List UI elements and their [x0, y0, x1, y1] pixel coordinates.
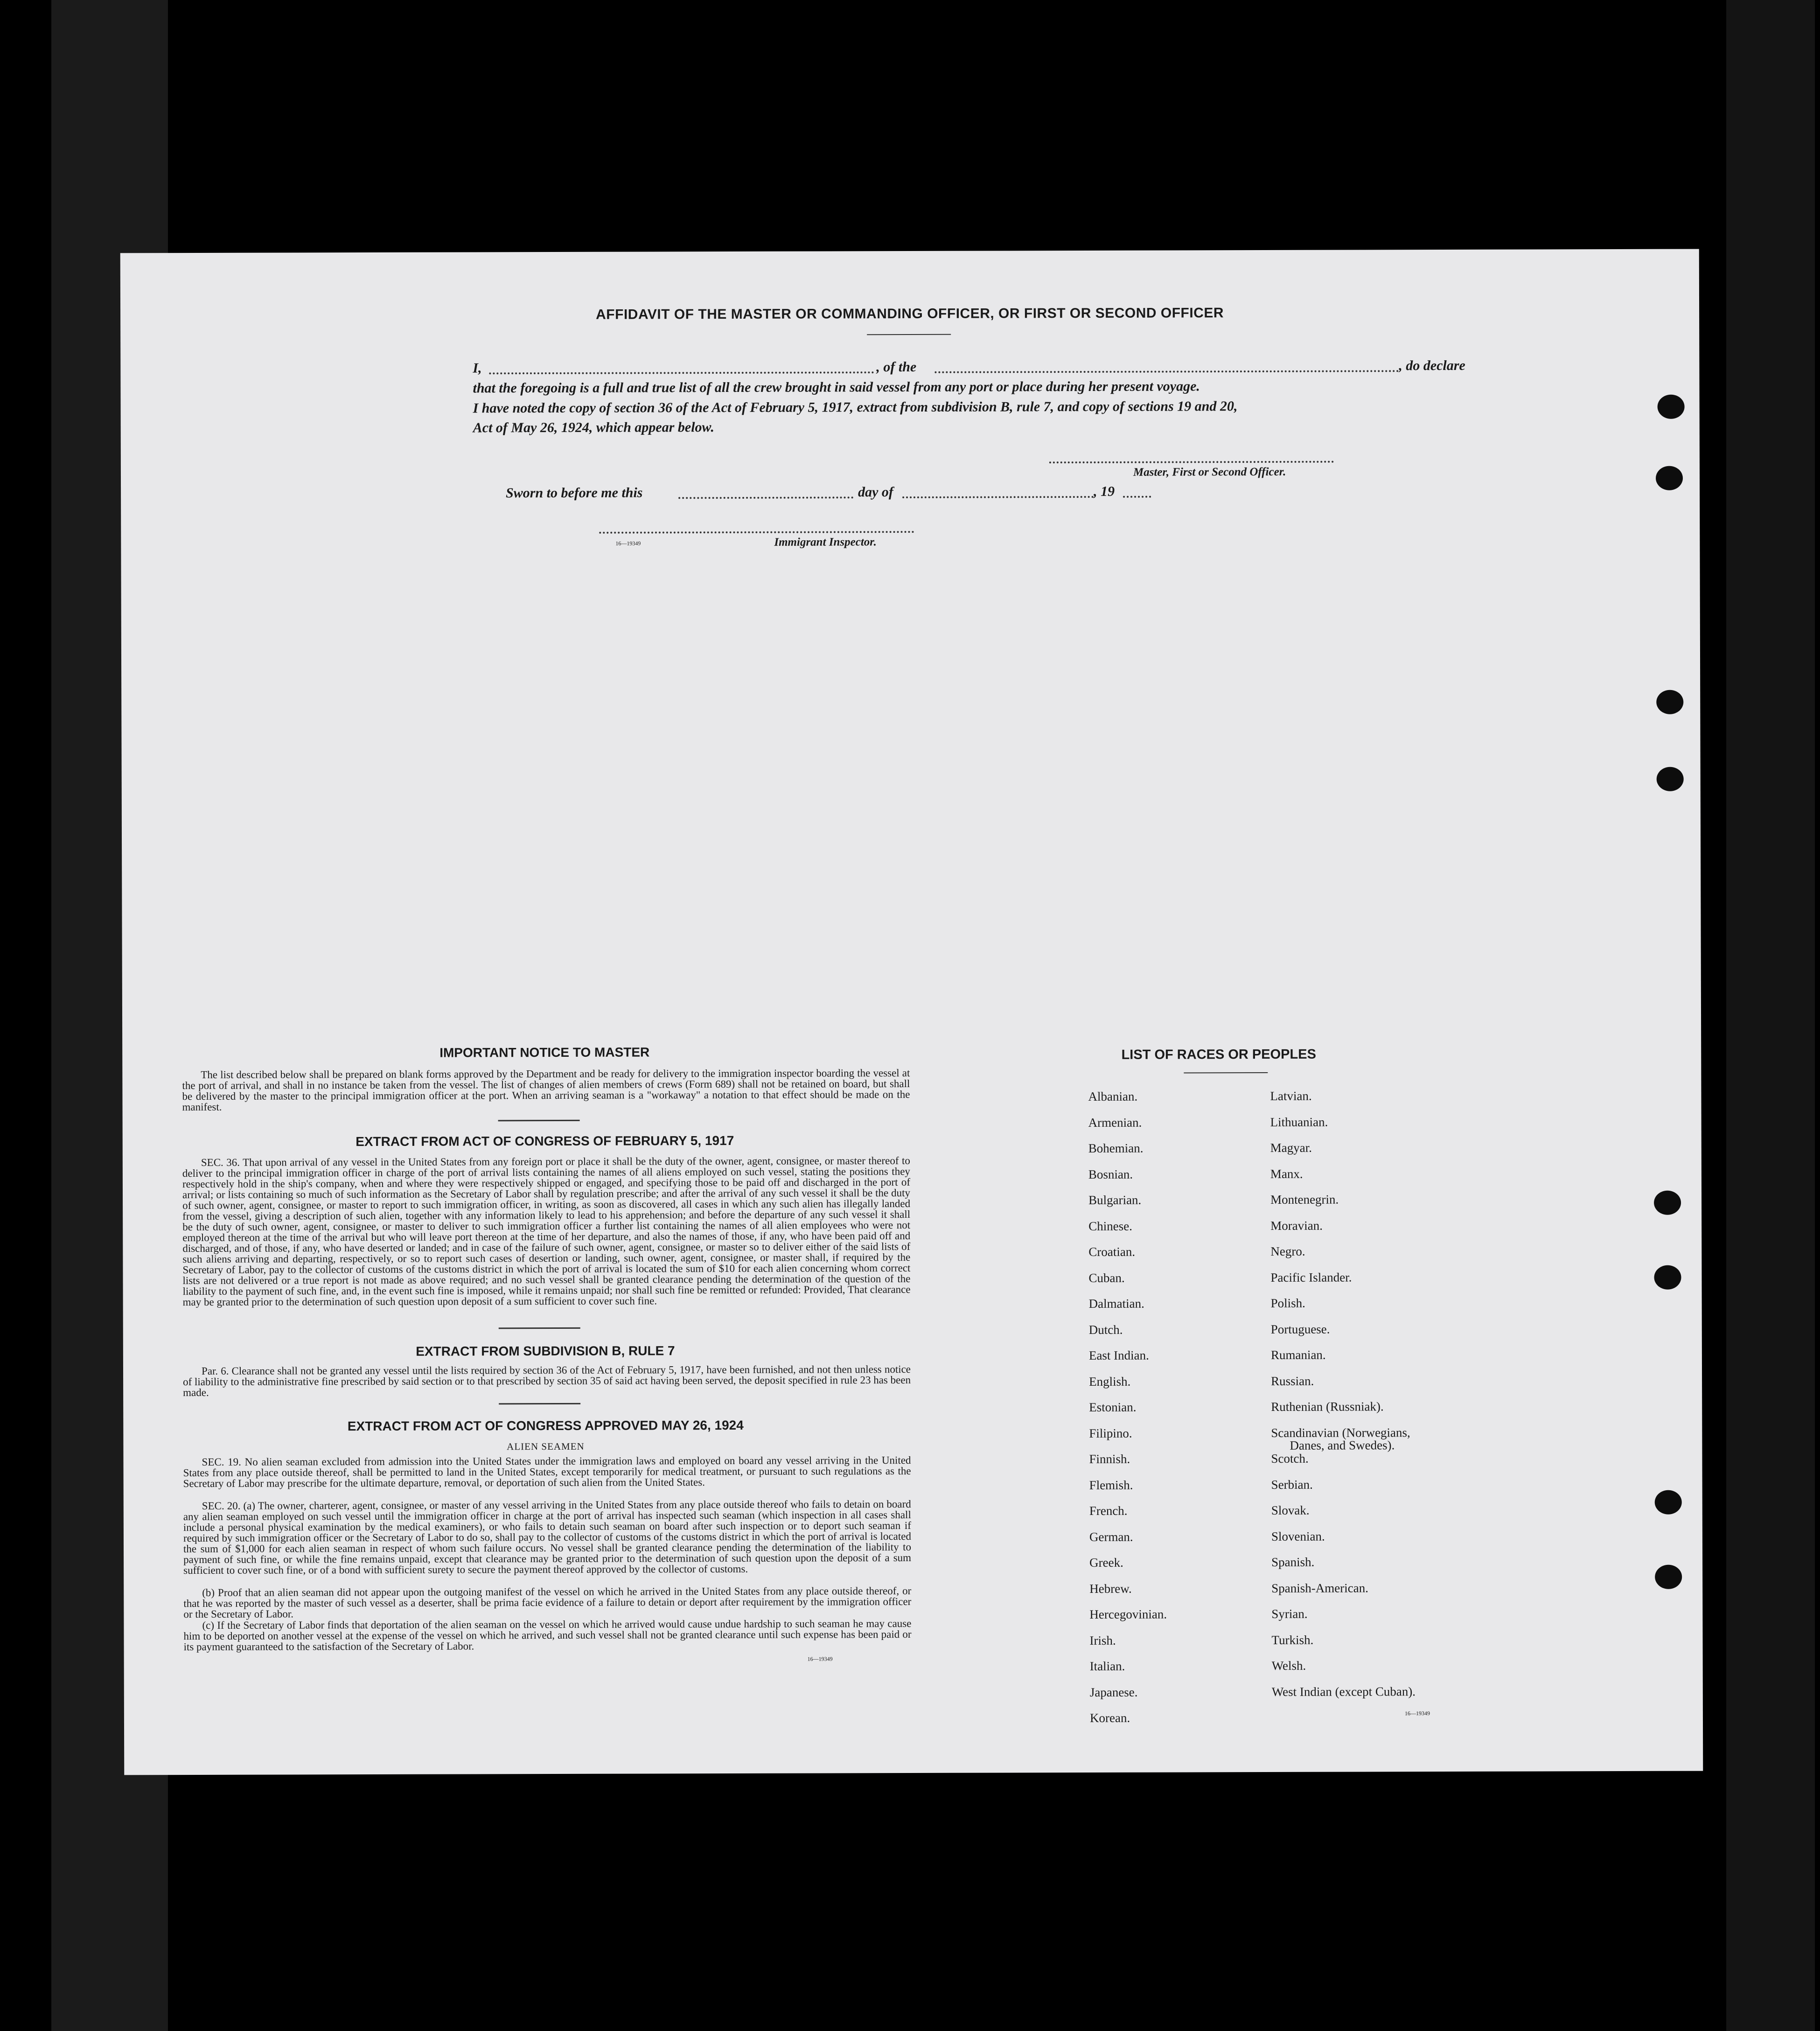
race-item: Slovak.	[1271, 1503, 1310, 1517]
punch-hole	[1656, 466, 1683, 490]
race-item: Cuban.	[1088, 1270, 1125, 1285]
officer-signature-line	[1049, 461, 1334, 464]
race-item: Turkish.	[1271, 1633, 1314, 1647]
punch-hole	[1658, 395, 1685, 419]
race-item: Korean.	[1089, 1710, 1130, 1725]
affidavit-do-declare: , do declare	[1399, 357, 1465, 374]
sec19-text: SEC. 19. No alien seaman excluded from admission into the United States under the immigration laws and employed on board any vessel arriving in the United States from any place outside thereof, shall be permitted to land in the United States, except temporarily for medical treatment, or pursuant to such regulations as the Secretary of Labor may prescribe for the ultimate departure, removal, or deportation of such alien from the United States.	[183, 1454, 911, 1490]
race-item: Hebrew.	[1089, 1581, 1132, 1596]
race-item: Ruthenian (Russniak).	[1271, 1399, 1384, 1414]
race-item: Scandinavian (Norwegians,	[1271, 1425, 1410, 1440]
section-rule	[498, 1120, 580, 1121]
section-rule	[499, 1403, 580, 1404]
race-item: Pacific Islander.	[1270, 1270, 1352, 1284]
extract-1924-title: EXTRACT FROM ACT OF CONGRESS APPROVED MAY 26, 1924	[347, 1417, 744, 1434]
races-column-1	[1088, 1090, 1258, 1738]
sworn-label: Sworn to before me this	[506, 485, 643, 501]
race-item: Scotch.	[1271, 1451, 1309, 1466]
race-item: Negro.	[1270, 1244, 1305, 1258]
race-item: Latvian.	[1270, 1089, 1312, 1103]
vessel-line	[934, 370, 1399, 373]
form-number: 16—19349	[615, 540, 641, 547]
races-title: LIST OF RACES OR PEOPLES	[1121, 1047, 1316, 1062]
race-item: Manx.	[1270, 1166, 1303, 1181]
race-item: German.	[1089, 1529, 1133, 1544]
race-item: Bulgarian.	[1088, 1193, 1142, 1207]
affidavit-line-3: I have noted the copy of section 36 of the Act of February 5, 1917, extract from subdivision B, rule 7, and copy of sections 19 and 20,	[473, 398, 1238, 416]
form-number: 16—19349	[807, 1655, 833, 1662]
race-item: Spanish.	[1271, 1555, 1315, 1569]
race-item: Magyar.	[1270, 1140, 1312, 1155]
punch-hole	[1654, 1191, 1681, 1215]
race-item: Bosnian.	[1088, 1167, 1133, 1181]
race-item: Russian.	[1271, 1374, 1314, 1388]
inspector-signature-line	[599, 531, 914, 534]
race-item: French.	[1089, 1503, 1128, 1518]
inspector-label: Immigrant Inspector.	[774, 536, 877, 549]
punch-hole	[1655, 1490, 1682, 1515]
race-item: Albanian.	[1088, 1089, 1138, 1104]
extract-1917-text: SEC. 36. That upon arrival of any vessel in the United States from any foreign port or place it shall be the duty of the owner, agent, consignee, or master thereof to deliver to the principal immigration officer in charge of the port of arrival lists containing the names of all aliens employed on such vessel, stating the positions they respectively hold in the ship's company, when and where they were respectively shipped or engaged, and specifying those to be paid off and discharged in the port of arrival; or lists containing so much of such information as the Secretary of Labor shall by regulation prescribe; and after the arrival of any such vessel it shall be the duty of such owner, agent, consignee, or master to report to such immigration officer, in writing, as soon as discovered, all cases in which any such alien has illegally landed from the vessel, giving a description of such alien, together with any information likely to lead to his apprehension; and before the departure of any such vessel it shall be the duty of such owner, agent, consignee, or master to deliver to such immigration officer a further list containing the names of all alien employees who were not employed thereon at the time of the arrival but who will leave port thereon at the time of her departure, and also the names of those, if any, who have been paid off and discharged, and of those, if any, who have deserted or landed; and in case of the failure of such owner, agent, consignee, or master so to deliver either of the said lists of such aliens arriving and departing, respectively, or so to report such cases of desertion or landing, such owner, agent, consignee, or master shall, if required by the Secretary of Labor, pay to the collector of customs of the customs district in which the port of arrival is located the sum of $10 for each alien concerning whom correct lists are not delivered or a true report is not made as above required; and no such vessel shall be granted clearance pending the determination of the question of the liability to the payment of such fine, and, in the event such fine is imposed, while it remains unpaid; nor shall such fine be remitted or refunded: Provided, That clearance may be granted prior to the determination of such question upon deposit of a sum sufficient to cover such fine.	[182, 1155, 911, 1308]
race-item: Chinese.	[1088, 1219, 1132, 1233]
race-item: Serbian.	[1271, 1477, 1313, 1492]
punch-hole	[1657, 767, 1684, 791]
race-item: Italian.	[1089, 1659, 1125, 1674]
race-item: Lithuanian.	[1270, 1115, 1328, 1129]
punch-hole	[1655, 1565, 1682, 1589]
sworn-day-line	[678, 496, 853, 499]
race-item: Danes, and Swedes).	[1290, 1438, 1395, 1452]
punch-hole	[1656, 690, 1683, 714]
officer-label: Master, First or Second Officer.	[1133, 465, 1286, 479]
rule7-text: Par. 6. Clearance shall not be granted any vessel until the lists required by section 36 of the Act of February 5, 1917, have been furnished, and not then unless notice of liability to the administrative fine prescribed by said section or to that prescribed by section 35 of said act having been served, the deposit specified in rule 23 has been made.	[183, 1363, 911, 1399]
affidavit-line-4: Act of May 26, 1924, which appear below.	[473, 419, 714, 436]
affidavit-of-the: , of the	[876, 359, 917, 375]
rule7-title: EXTRACT FROM SUBDIVISION B, RULE 7	[416, 1343, 675, 1359]
race-item: Slovenian.	[1271, 1529, 1325, 1543]
sec20a-text: SEC. 20. (a) The owner, charterer, agent, consignee, or master of any vessel arriving in the United States from any place outside thereof who fails to detain on board any alien seaman employed on such vessel until the immigration officer in charge at the port of arrival has inspected such seaman (which inspection in all cases shall include a personal physical examination by the medical examiners), or who fails to detain such seaman on board after such inspection or to deport such seaman if required by such immigration officer or the Secretary of Labor to do so, shall pay to the collector of customs of the customs district in which the port of arrival is located the sum of $1,000 for each alien seaman in respect of whom such failure occurs. No vessel shall be granted clearance pending the determination of the liability to payment of such fine, or while the fine remains unpaid, except that clearance may be granted prior to the determination of such question upon the deposit of a sum sufficient to cover such fine, or of a bond with sufficient surety to secure the payment thereof approved by the collector of customs.	[183, 1498, 912, 1577]
section-rule	[499, 1327, 580, 1329]
race-item: East Indian.	[1088, 1348, 1149, 1363]
race-item: Irish.	[1089, 1633, 1116, 1647]
race-item: Hercegovinian.	[1089, 1607, 1167, 1622]
race-item: Finnish.	[1089, 1452, 1130, 1466]
manifest-page	[120, 249, 1703, 1775]
race-item: Estonian.	[1089, 1400, 1137, 1415]
name-line	[489, 371, 874, 374]
race-item: Syrian.	[1271, 1606, 1308, 1621]
sec20c-text: (c) If the Secretary of Labor finds that deportation of the alien seaman on the vessel on which he arrived would cause undue hardship to such seaman he may cause him to be deported on another vessel at the expense of the vessel on which he arrived, and such vessel shall not be granted clearance until such expense has been paid or its payment guaranteed to the satisfaction of the Secretary of Labor.	[183, 1618, 912, 1653]
races-column-2	[1270, 1089, 1486, 1711]
sworn-month-line	[902, 496, 1094, 498]
race-item: Greek.	[1089, 1555, 1123, 1570]
title-rule	[867, 334, 951, 335]
race-item: English.	[1089, 1374, 1131, 1389]
notice-text: The list described below shall be prepared on blank forms approved by the Department and be ready for delivery to the immigration inspector boarding the vessel at the port of arrival, and shall in no instance be taken from the vessel. The list of changes of alien members of crews (Form 689) shall not be retained on board, but shall be delivered by the master to the principal immigration officer at the port. When an arriving seaman is a "workaway" a notation to that effect should be made on the manifest.	[182, 1067, 910, 1113]
punch-hole	[1654, 1265, 1681, 1290]
race-item: Montenegrin.	[1270, 1192, 1339, 1207]
race-item: Armenian.	[1088, 1115, 1142, 1130]
race-item: Dalmatian.	[1088, 1296, 1144, 1311]
race-item: Moravian.	[1270, 1218, 1323, 1233]
affidavit-line-2: that the foregoing is a full and true list of all the crew brought in said vessel from any port or place during her present voyage.	[473, 378, 1200, 396]
race-item: Croatian.	[1088, 1244, 1136, 1259]
notice-title: IMPORTANT NOTICE TO MASTER	[439, 1045, 650, 1060]
year-line	[1123, 496, 1151, 498]
race-item: Flemish.	[1089, 1478, 1133, 1492]
extract-1917-title: EXTRACT FROM ACT OF CONGRESS OF FEBRUARY 5, 1917	[356, 1133, 734, 1149]
race-item: Rumanian.	[1270, 1347, 1326, 1362]
extract-1924-subtitle: ALIEN SEAMEN	[507, 1440, 585, 1452]
film-edge-right	[1726, 0, 1815, 2031]
races-rule	[1184, 1072, 1268, 1073]
race-item: Portuguese.	[1270, 1322, 1330, 1336]
year-label: , 19	[1094, 483, 1115, 499]
affidavit-i: I,	[473, 360, 482, 376]
day-of-label: day of	[858, 484, 893, 500]
affidavit-title: AFFIDAVIT OF THE MASTER OR COMMANDING OFFICER, OR FIRST OR SECOND OFFICER	[596, 305, 1224, 322]
form-number: 16—19349	[1404, 1710, 1430, 1717]
race-item: Bohemian.	[1088, 1141, 1144, 1156]
race-item: Polish.	[1270, 1296, 1305, 1310]
race-item: Filipino.	[1089, 1426, 1132, 1440]
race-item: West Indian (except Cuban).	[1271, 1684, 1416, 1699]
race-item: Dutch.	[1088, 1322, 1123, 1337]
race-item: Japanese.	[1089, 1685, 1138, 1699]
race-item: Welsh.	[1271, 1658, 1306, 1673]
sec20b-text: (b) Proof that an alien seaman did not appear upon the outgoing manifest of the vessel on which he arrived in the United States from any place outside thereof, or that he was reported by the master of such vessel as a deserter, shall be prima facie evidence of a failure to detain or deport after requirement by the immigration officer or the Secretary of Labor.	[183, 1585, 912, 1620]
race-item: Spanish-American.	[1271, 1580, 1368, 1595]
